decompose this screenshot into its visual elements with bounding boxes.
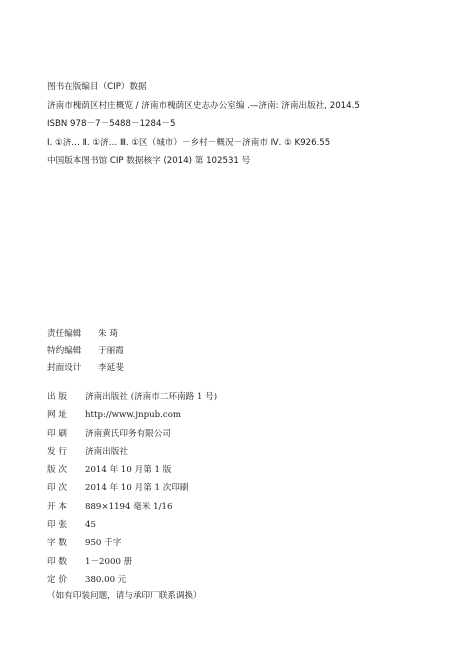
- publication-value: http://www.jnpub.com: [85, 410, 182, 421]
- publication-row: [47, 516, 217, 534]
- publication-label: 网 址: [47, 410, 67, 421]
- publication-row: [47, 443, 217, 461]
- publication-label: 字 数: [47, 538, 67, 549]
- cip-isbn: ISBN 978－7－5488－1284－5: [47, 119, 176, 129]
- publication-row: [47, 479, 217, 497]
- editor-name: 朱 琦: [98, 329, 118, 339]
- editor-row: [47, 360, 124, 377]
- publication-value: 济南出版社 (济南市二环南路 1 号): [85, 392, 218, 402]
- publication-row: [47, 425, 217, 443]
- publication-label: 印 张: [47, 520, 67, 531]
- editor-row: [47, 326, 124, 343]
- print-issue-note: （如有印装问题，请与承印厂联系调换）: [47, 591, 202, 601]
- publication-block: [47, 388, 217, 589]
- cip-title-line: 济南市槐荫区村庄概览 / 济南市槐荫区史志办公室编 .—济南: 济南出版社, 2014.5: [47, 100, 360, 111]
- publication-label: 开 本: [47, 501, 67, 512]
- publication-value: 950 千字: [85, 538, 122, 549]
- cip-classification: Ⅰ. ①济… Ⅱ. ①济… Ⅲ. ①区（城市）－乡村－概况－济南市 Ⅳ. ① K926.55: [47, 137, 331, 148]
- editor-role: 封面设计: [47, 363, 82, 373]
- publication-row: [47, 388, 217, 406]
- cip-header: 图书在版编目（CIP）数据: [47, 82, 147, 92]
- publication-label: 出 版: [47, 392, 67, 402]
- publication-row: [47, 498, 217, 516]
- publication-value: 380.00 元: [85, 574, 127, 585]
- publication-row: [47, 461, 217, 479]
- publication-value: 2014 年 10 月第 1 版: [85, 465, 172, 476]
- publication-value: 2014 年 10 月第 1 次印刷: [85, 483, 189, 494]
- cip-block: [47, 78, 427, 171]
- publication-label: 印 数: [47, 556, 67, 567]
- cip-number: 中国版本图书馆 CIP 数据核字 (2014) 第 102531 号: [47, 156, 251, 166]
- editor-name: 于丽霞: [98, 346, 124, 356]
- publication-row: [47, 553, 217, 571]
- publication-value: 889×1194 毫米 1/16: [85, 501, 173, 512]
- publication-row: [47, 406, 217, 424]
- publication-value: 济南出版社: [85, 446, 128, 457]
- editor-row: [47, 343, 124, 360]
- publication-value: 济南黄氏印务有限公司: [85, 428, 171, 439]
- editors-block: [47, 326, 124, 377]
- publication-value: 45: [85, 520, 96, 531]
- editor-name: 李延斐: [98, 363, 124, 373]
- editor-role: 责任编辑: [47, 329, 82, 339]
- publication-value: 1－2000 册: [85, 556, 133, 567]
- publication-label: 版 次: [47, 465, 67, 476]
- editor-role: 特约编辑: [47, 346, 82, 356]
- publication-label: 定 价: [47, 574, 67, 585]
- publication-label: 印 刷: [47, 428, 67, 439]
- publication-row: [47, 571, 217, 589]
- publication-label: 印 次: [47, 483, 67, 494]
- publication-label: 发 行: [47, 446, 67, 457]
- publication-row: [47, 534, 217, 552]
